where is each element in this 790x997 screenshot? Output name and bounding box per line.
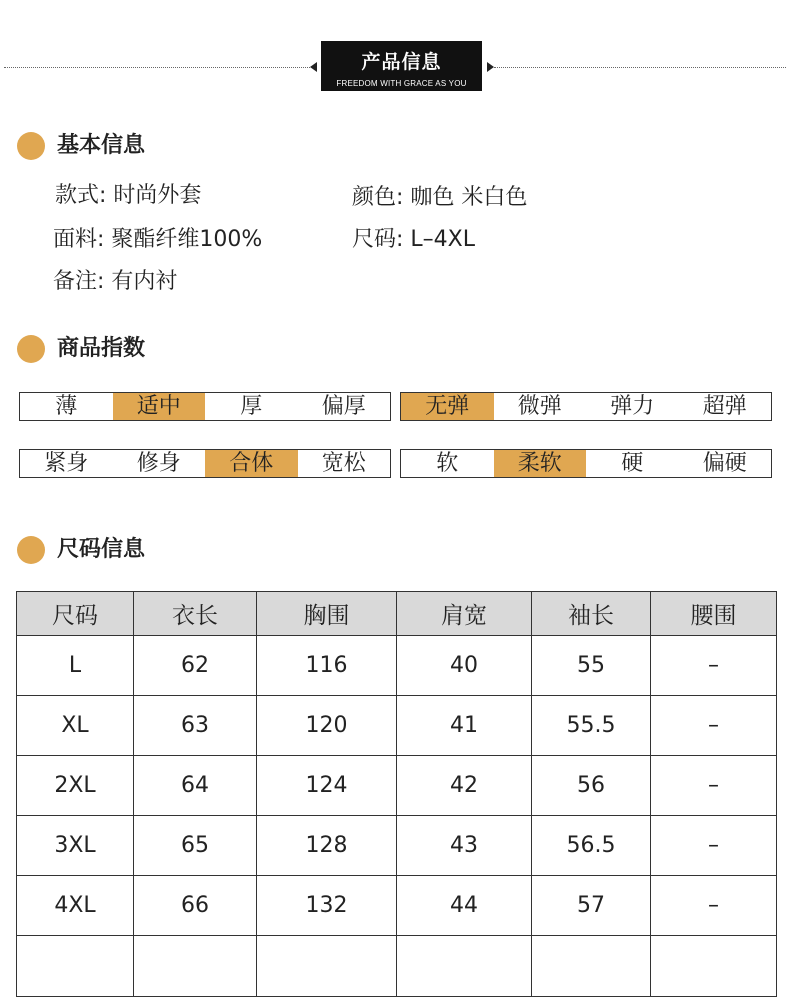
header-subtitle: FREEDOM WITH GRACE AS YOU xyxy=(336,79,467,88)
table-cell: – xyxy=(651,816,777,876)
table-row xyxy=(17,876,777,936)
index-option: 超弹 xyxy=(702,394,747,419)
header-title: 产品信息 xyxy=(361,51,442,73)
table-cell: – xyxy=(651,696,777,756)
table-cell xyxy=(134,936,257,997)
index-option: 硬 xyxy=(621,451,644,476)
index-option: 无弹 xyxy=(401,393,494,420)
section-dot-icon xyxy=(17,536,45,564)
index-option: 偏厚 xyxy=(321,394,366,419)
table-cell: 64 xyxy=(134,756,257,816)
column-header: 衣长 xyxy=(134,592,257,636)
index-option: 偏硬 xyxy=(702,451,747,476)
table-cell: 42 xyxy=(397,756,532,816)
index-option: 厚 xyxy=(240,394,263,419)
table-cell xyxy=(257,936,397,997)
table-cell: 56 xyxy=(532,756,651,816)
table-cell: 128 xyxy=(257,816,397,876)
info-size: 尺码: L–4XL xyxy=(352,227,475,252)
header-right-dotted-line xyxy=(494,67,786,68)
index-option: 微弹 xyxy=(517,394,562,419)
table-cell: 55.5 xyxy=(532,696,651,756)
index-option: 弹力 xyxy=(610,394,655,419)
table-cell: 63 xyxy=(134,696,257,756)
info-style: 款式: 时尚外套 xyxy=(55,183,202,208)
table-cell xyxy=(17,936,134,997)
index-thickness xyxy=(19,392,391,421)
header-left-arrow-icon xyxy=(310,62,317,72)
table-cell: 66 xyxy=(134,876,257,936)
table-cell: 3XL xyxy=(17,816,134,876)
table-cell xyxy=(397,936,532,997)
section-title-basic: 基本信息 xyxy=(57,133,146,158)
header-right-arrow-icon xyxy=(487,62,494,72)
table-row xyxy=(17,936,777,997)
table-row xyxy=(17,816,777,876)
section-dot-icon xyxy=(17,335,45,363)
index-option: 紧身 xyxy=(44,451,89,476)
table-cell: L xyxy=(17,636,134,696)
index-option: 修身 xyxy=(136,451,181,476)
section-dot-icon xyxy=(17,132,45,160)
index-option: 合体 xyxy=(205,450,298,477)
table-cell: – xyxy=(651,876,777,936)
table-cell: 65 xyxy=(134,816,257,876)
column-header: 袖长 xyxy=(532,592,651,636)
column-header: 腰围 xyxy=(651,592,777,636)
table-cell: 116 xyxy=(257,636,397,696)
table-header-row xyxy=(17,592,777,636)
index-elasticity xyxy=(400,392,772,421)
table-cell: 132 xyxy=(257,876,397,936)
info-color: 颜色: 咖色 米白色 xyxy=(352,185,528,210)
table-cell: 57 xyxy=(532,876,651,936)
column-header: 肩宽 xyxy=(397,592,532,636)
table-cell: – xyxy=(651,756,777,816)
size-table xyxy=(16,591,777,997)
table-cell: 41 xyxy=(397,696,532,756)
info-fabric: 面料: 聚酯纤维100% xyxy=(53,227,263,252)
column-header: 胸围 xyxy=(257,592,397,636)
info-note: 备注: 有内衬 xyxy=(53,269,178,294)
table-cell: 56.5 xyxy=(532,816,651,876)
index-option: 宽松 xyxy=(321,451,366,476)
header-left-dotted-line xyxy=(4,67,310,68)
index-option: 适中 xyxy=(113,393,206,420)
table-row xyxy=(17,696,777,756)
index-option: 软 xyxy=(436,451,459,476)
table-cell: 44 xyxy=(397,876,532,936)
table-cell: 2XL xyxy=(17,756,134,816)
column-header: 尺码 xyxy=(17,592,134,636)
index-fit xyxy=(19,449,391,478)
header-banner xyxy=(321,41,482,91)
table-cell: 4XL xyxy=(17,876,134,936)
table-row xyxy=(17,756,777,816)
index-option: 薄 xyxy=(55,394,78,419)
index-softness xyxy=(400,449,772,478)
table-cell: 124 xyxy=(257,756,397,816)
section-title-index: 商品指数 xyxy=(57,336,146,361)
index-option: 柔软 xyxy=(494,450,587,477)
section-title-size: 尺码信息 xyxy=(57,537,146,562)
table-cell: 120 xyxy=(257,696,397,756)
table-row xyxy=(17,636,777,696)
table-cell: 55 xyxy=(532,636,651,696)
table-cell: 43 xyxy=(397,816,532,876)
table-cell: 62 xyxy=(134,636,257,696)
table-cell xyxy=(651,936,777,997)
table-cell: XL xyxy=(17,696,134,756)
table-cell: – xyxy=(651,636,777,696)
table-cell: 40 xyxy=(397,636,532,696)
table-cell xyxy=(532,936,651,997)
